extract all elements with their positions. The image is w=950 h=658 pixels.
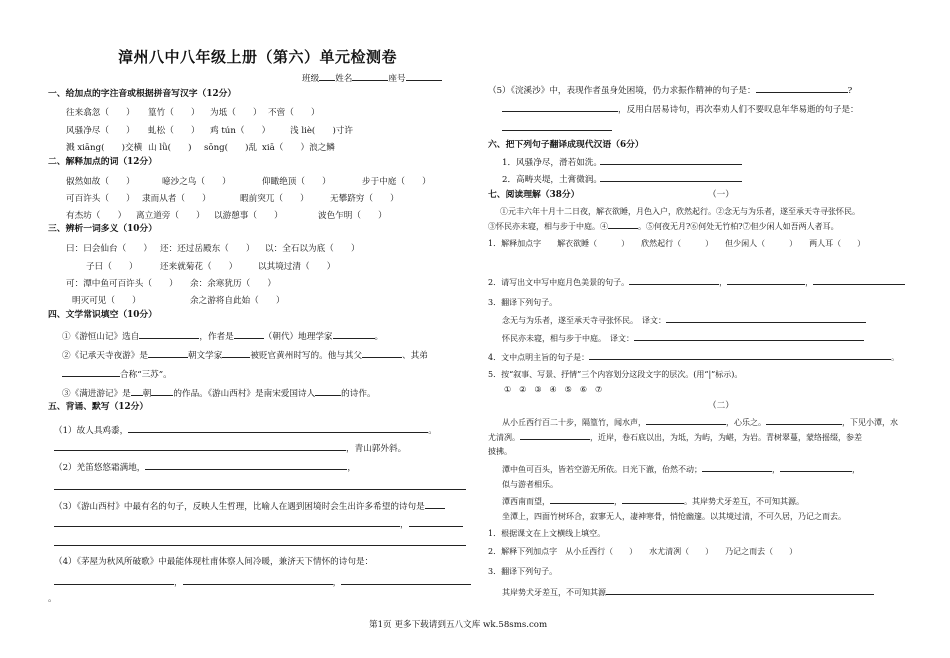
blank[interactable] bbox=[502, 103, 618, 112]
s3-item: 曰：曰会仙台（ ） bbox=[66, 244, 152, 254]
s2-item: 噫沙之鸟（ ） bbox=[162, 177, 231, 187]
s1-item: 山 lǜ( ) bbox=[148, 143, 192, 153]
s2-item: 隶而从者（ ） bbox=[142, 194, 211, 204]
s5-q2-line2 bbox=[54, 481, 466, 494]
passage-1-line-1: ①元丰六年十月十二日夜，解衣欲睡，月色入户，欣然起行。②念无与为乐者，遂至承天寺寻张怀民。 bbox=[500, 207, 860, 216]
name-blank[interactable] bbox=[352, 72, 388, 81]
section-7-heading: 七、阅读理解（38分） bbox=[488, 190, 580, 200]
s7-2-q2: 2．解释下列加点字 从小丘西行（ ） 水尤清冽（ ） 乃记之而去（ ） bbox=[488, 547, 798, 556]
blank[interactable] bbox=[409, 518, 463, 527]
class-label: 班级 bbox=[302, 74, 320, 84]
blank[interactable] bbox=[234, 330, 264, 339]
s7-q2: 2．请写出文中写中庭月色美景的句子。 ， ， bbox=[488, 276, 905, 288]
s1-item: 溅 xiāng( )交横 bbox=[66, 143, 143, 153]
blank[interactable] bbox=[145, 461, 347, 470]
s5-q5: （5）《浣溪沙》中，表现作者虽身处困境，仍力求振作精神的句子是： ? bbox=[488, 86, 853, 96]
s1-item: xiā（ ）浪之鳞 bbox=[262, 143, 335, 153]
blank[interactable] bbox=[54, 442, 346, 451]
section-6-heading: 六、把下列句子翻译成现代汉语（6分） bbox=[488, 140, 644, 150]
blank[interactable] bbox=[54, 576, 174, 585]
s3-item: 子曰（ ） bbox=[86, 262, 138, 272]
s7-q3: 3．翻译下列句子。 bbox=[488, 298, 558, 307]
s3-item: 还：还过岳殿东（ ） bbox=[160, 244, 255, 254]
s5-q5-line3 bbox=[502, 122, 612, 135]
s5-q1-line2: ，青山郭外斜。 bbox=[54, 442, 406, 455]
blank[interactable] bbox=[62, 368, 120, 377]
blank[interactable] bbox=[362, 349, 402, 358]
blank[interactable] bbox=[502, 122, 612, 131]
s3-item: 明灭可见（ ） bbox=[72, 296, 141, 306]
s6-q2: 2．高畴夹堤，土膏微润。 bbox=[502, 175, 602, 185]
section-1-heading: 一、给加点的字注音或根据拼音写汉字（12分） bbox=[48, 89, 237, 99]
s5-q3: （3）《游山西村》中最有名的句子，反映人生哲理，比喻人在遇到困境时会生出许多希望的诗句是 bbox=[54, 500, 445, 513]
passage-2-line-3: 披拂。 bbox=[488, 447, 512, 456]
page-title: 漳州八中八年级上册（第六）单元检测卷 bbox=[118, 48, 398, 66]
part-2-label: （二） bbox=[708, 401, 734, 411]
s2-item: 波色乍明（ ） bbox=[318, 211, 387, 221]
s3-item: 可：潭中鱼可百许头（ ） bbox=[66, 279, 178, 289]
passage-2-line-7: 坐潭上，四面竹树环合，寂寥无人，凄神寒骨，悄怆幽邃。以其境过清，不可久居，乃记之而去。 bbox=[502, 512, 846, 521]
blank[interactable] bbox=[131, 387, 143, 396]
passage-2-line-4: 潭中鱼可百头，皆若空游无所依。日光下澈，佁然不动； ， ， bbox=[502, 465, 860, 474]
s7-q5-nums: ① ② ③ ④ ⑤ ⑥ ⑦ bbox=[504, 385, 603, 394]
s7-q3-s2: 怀民亦未寝，相与步于中庭。 译文： bbox=[502, 332, 864, 344]
s4-line-3: 合称“三苏”。 bbox=[62, 368, 172, 381]
s1-item: sōng( )乱 bbox=[204, 143, 258, 153]
blank[interactable] bbox=[128, 424, 428, 433]
s7-q3-s1: 念无与为乐者，遂至承天寺寻张怀民。 译文： bbox=[502, 314, 866, 326]
s5-q4-end: 。 bbox=[48, 594, 57, 604]
s6-q1-blank bbox=[600, 156, 742, 169]
s3-item: 余：余寒犹历（ ） bbox=[190, 279, 276, 289]
s5-q3-line3 bbox=[54, 537, 466, 550]
blank[interactable] bbox=[756, 84, 848, 93]
s1-item: 虬松（ ） bbox=[148, 126, 200, 136]
s2-item: 有杰坊（ ） bbox=[66, 211, 127, 221]
passage-2-line-5: 似与游者相乐。 bbox=[502, 480, 558, 489]
blank[interactable] bbox=[183, 576, 333, 585]
part-1-label: （一） bbox=[708, 190, 734, 200]
s1-item: 不啻（ ） bbox=[268, 108, 320, 118]
s5-q3-line2: ， bbox=[54, 518, 463, 531]
section-5-heading: 五、背诵、默写（12分） bbox=[48, 402, 149, 412]
s7-2-q3: 3．翻译下列句子。 bbox=[488, 567, 558, 576]
s6-q2-blank bbox=[600, 173, 742, 186]
s4-line-2: ②《记承天寺夜游》是 朝文学家 被贬官黄州时写的。他与其父 、其弟 bbox=[62, 351, 428, 361]
class-blank[interactable] bbox=[319, 72, 335, 81]
s2-item: 步于中庭（ ） bbox=[362, 177, 431, 187]
passage-2-line-2: 尤清冽。 ，近岸，卷石底以出，为坻，为屿，为嵁，为岩。青树翠蔓，蒙络摇缀，参差 bbox=[488, 433, 862, 442]
s6-q1: 1．风骚净尽，滑若如洗。 bbox=[502, 158, 602, 168]
s1-item: 浅 liè( )寸许 bbox=[290, 126, 353, 136]
s3-item: 以：全石以为底（ ） bbox=[265, 244, 360, 254]
passage-2-line-1: 从小丘西行百二十步，隔篁竹，闻水声， ，心乐之。 ，下见小潭，水 bbox=[502, 418, 898, 427]
s2-item: 以游憩事（ ） bbox=[214, 211, 283, 221]
s1-item: 往来翕忽（ ） bbox=[66, 108, 135, 118]
s2-item: 无攀跻穷（ ） bbox=[330, 194, 399, 204]
blank[interactable] bbox=[222, 349, 250, 358]
blank[interactable] bbox=[54, 518, 400, 527]
s2-item: 俶然如故（ ） bbox=[66, 177, 135, 187]
seat-label: 座号 bbox=[388, 74, 406, 84]
page-footer: 第1页 更多下载请到五八文库 wk.58sms.com bbox=[369, 620, 548, 630]
s2-item: 仰瞰绝顶（ ） bbox=[262, 177, 331, 187]
s4-line-4: ③《满进游记》是 朝 的作品。《游山西村》是南宋爱国诗人 的诗作。 bbox=[62, 389, 376, 399]
passage-2-line-6: 潭西南而望， ， 。其岸势犬牙差互，不可知其源。 bbox=[502, 497, 804, 506]
blank[interactable] bbox=[151, 387, 173, 396]
s5-q1: （1）故人具鸡黍， 。 bbox=[54, 426, 437, 436]
blank[interactable] bbox=[54, 481, 466, 490]
s1-item: 为坻（ ） bbox=[210, 108, 262, 118]
s5-q4: （4）《茅屋为秋风所破歌》中最能体现杜甫体察人间冷暖，兼济天下情怀的诗句是： bbox=[54, 557, 374, 567]
student-info-line bbox=[302, 72, 442, 85]
s7-q5: 5．按“叙事、写景、抒情”三个内容划分这段文字的层次。(用“|”标示)。 bbox=[488, 370, 743, 379]
blank[interactable] bbox=[333, 330, 375, 339]
section-2-heading: 二、解释加点的词（12分） bbox=[48, 157, 158, 167]
s4-line-1: ①《游恒山记》选自 ，作者是 （朝代）地理学家 。 bbox=[62, 332, 384, 342]
passage-1-line-2: ③怀民亦未寝，相与步于中庭。④ 。⑤何夜无月?⑥何处无竹柏?⑦但少闲人如吾两人者耳。 bbox=[488, 222, 839, 231]
s1-item: 篁竹（ ） bbox=[148, 108, 200, 118]
s7-q1: 1．解释加点字 解衣欲睡（ ） 欣然起行（ ） 但少闲人（ ） 两人耳（ ） bbox=[488, 239, 866, 248]
blank[interactable] bbox=[341, 576, 471, 585]
s7-2-q1: 1．根据课文在上文横线上填空。 bbox=[488, 529, 606, 538]
s3-item: 余之游将自此始（ ） bbox=[190, 296, 285, 306]
blank[interactable] bbox=[608, 220, 638, 229]
s2-item: 离立道旁（ ） bbox=[136, 211, 205, 221]
s5-q5-line2: ，反用白居易诗句，再次奉劝人们不要叹息年华易逝的句子是： bbox=[502, 103, 859, 116]
s7-2-q3-s: 其岸势犬牙差互，不可知其源 bbox=[502, 586, 874, 598]
seat-blank[interactable] bbox=[406, 72, 442, 81]
s2-item: 可百许头（ ） bbox=[66, 194, 135, 204]
blank[interactable] bbox=[139, 330, 199, 339]
s2-item: 暇前突兀（ ） bbox=[240, 194, 309, 204]
name-label: 姓名 bbox=[335, 74, 353, 84]
s1-item: 风骚净尽（ ） bbox=[66, 126, 135, 136]
s5-q4-line2: ， ， bbox=[54, 576, 471, 589]
section-4-heading: 四、文学常识填空（10分） bbox=[48, 310, 158, 320]
s5-q2: （2）羌笛悠悠霜满地， ， bbox=[54, 463, 357, 473]
blank[interactable] bbox=[315, 387, 341, 396]
blank[interactable] bbox=[54, 537, 466, 546]
s3-item: 还来就菊花（ ） bbox=[160, 262, 238, 272]
blank[interactable] bbox=[148, 349, 188, 358]
section-3-heading: 三、辨析一词多义（10分） bbox=[48, 224, 158, 234]
blank[interactable] bbox=[425, 500, 445, 509]
s1-item: 鸡 tún（ ） bbox=[210, 126, 271, 136]
s3-item: 以其境过清（ ） bbox=[258, 262, 336, 272]
s7-q4: 4．文中点明主旨的句子是： 。 bbox=[488, 353, 900, 362]
